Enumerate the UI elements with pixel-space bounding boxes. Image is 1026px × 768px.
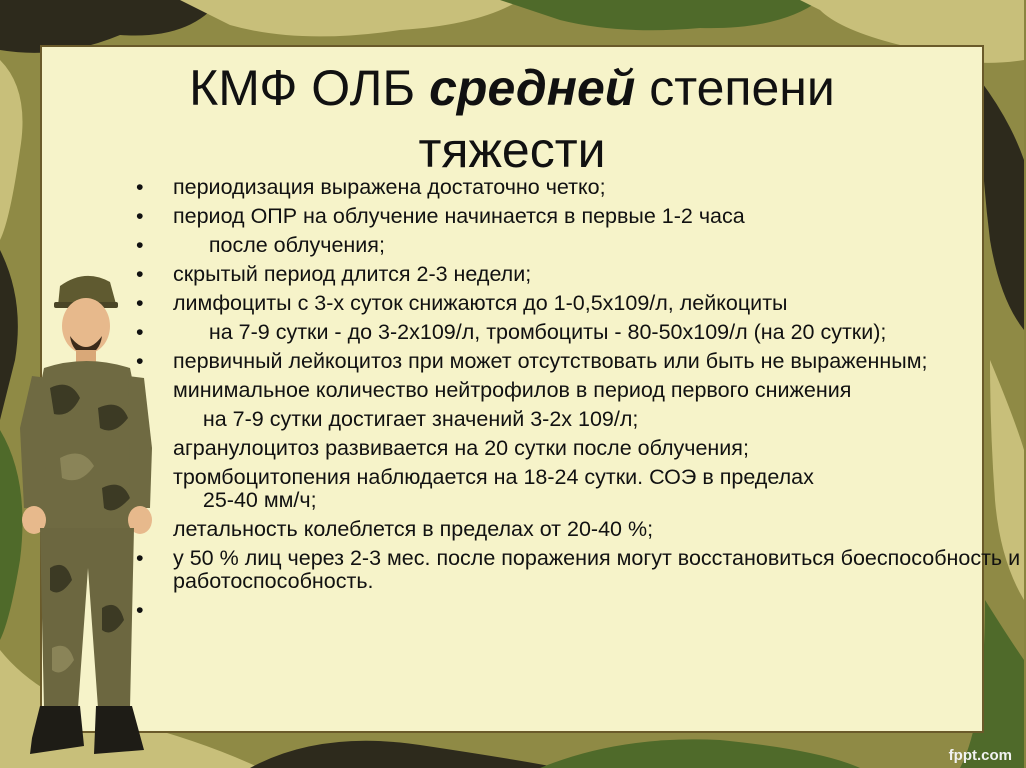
bullet-glyph: • xyxy=(136,320,144,344)
list-item-text: лимфоциты с 3-х суток снижаются до 1-0,5х109/л, лейкоциты xyxy=(173,291,788,315)
title-text-part1: КМФ ОЛБ xyxy=(189,60,430,116)
list-item-text: летальность колеблется в пределах от 20-40 %; xyxy=(173,517,654,541)
list-item-text: минимальное количество нейтрофилов в период первого снижения xyxy=(173,378,852,402)
list-item xyxy=(136,292,1026,315)
bullet-glyph: • xyxy=(136,204,144,228)
list-item xyxy=(136,263,1026,286)
list-item-text: у 50 % лиц через 2-3 мес. после поражения могут восстановиться боеспособность и работоспособность. xyxy=(173,546,1026,593)
bullet-glyph: • xyxy=(136,546,144,570)
list-item-text: периодизация выражена достаточно четко; xyxy=(173,175,606,199)
list-item-text: скрытый период длится 2-3 недели; xyxy=(173,262,532,286)
list-item xyxy=(136,547,1026,593)
title-line2: тяжести xyxy=(418,122,606,178)
list-item xyxy=(136,205,1026,228)
title-emphasis: средней xyxy=(429,60,636,116)
list-item-text: на 7-9 сутки достигает значений 3-2х 109/л; xyxy=(173,407,639,431)
bullet-glyph: • xyxy=(136,262,144,286)
bullet-glyph: • xyxy=(136,175,144,199)
bullet-glyph: • xyxy=(136,233,144,257)
list-item xyxy=(136,350,1026,373)
list-item-text: период ОПР на облучение начинается в первые 1-2 часа xyxy=(173,204,745,228)
list-item xyxy=(136,321,1026,344)
list-item-text: тромбоцитопения наблюдается на 18-24 сутки. СОЭ в пределах 25-40 мм/ч; xyxy=(173,465,814,512)
list-item xyxy=(136,408,1026,431)
list-item xyxy=(136,176,1026,199)
list-item-text: на 7-9 сутки - до 3-2х109/л, тромбоциты - 80-50х109/л (на 20 сутки); xyxy=(173,320,887,344)
list-item xyxy=(136,234,1026,257)
title-text-part2: степени xyxy=(635,60,835,116)
list-item-text: агранулоцитоз развивается на 20 сутки после облучения; xyxy=(173,436,749,460)
list-item-empty xyxy=(136,599,1026,622)
slide-title xyxy=(40,57,984,181)
bullet-list xyxy=(136,176,1026,628)
bullet-glyph: • xyxy=(136,291,144,315)
list-item-text: после облучения; xyxy=(173,233,385,257)
list-item xyxy=(136,518,1026,541)
list-item xyxy=(136,437,1026,460)
list-item xyxy=(136,379,1026,402)
bullet-glyph: • xyxy=(136,349,144,373)
bullet-glyph: • xyxy=(136,598,144,622)
brand-watermark: fppt.com xyxy=(948,747,1012,764)
list-item-text: первичный лейкоцитоз при может отсутствовать или быть не выраженным; xyxy=(173,349,928,373)
list-item xyxy=(136,466,1026,512)
soldier-illustration xyxy=(10,268,160,768)
